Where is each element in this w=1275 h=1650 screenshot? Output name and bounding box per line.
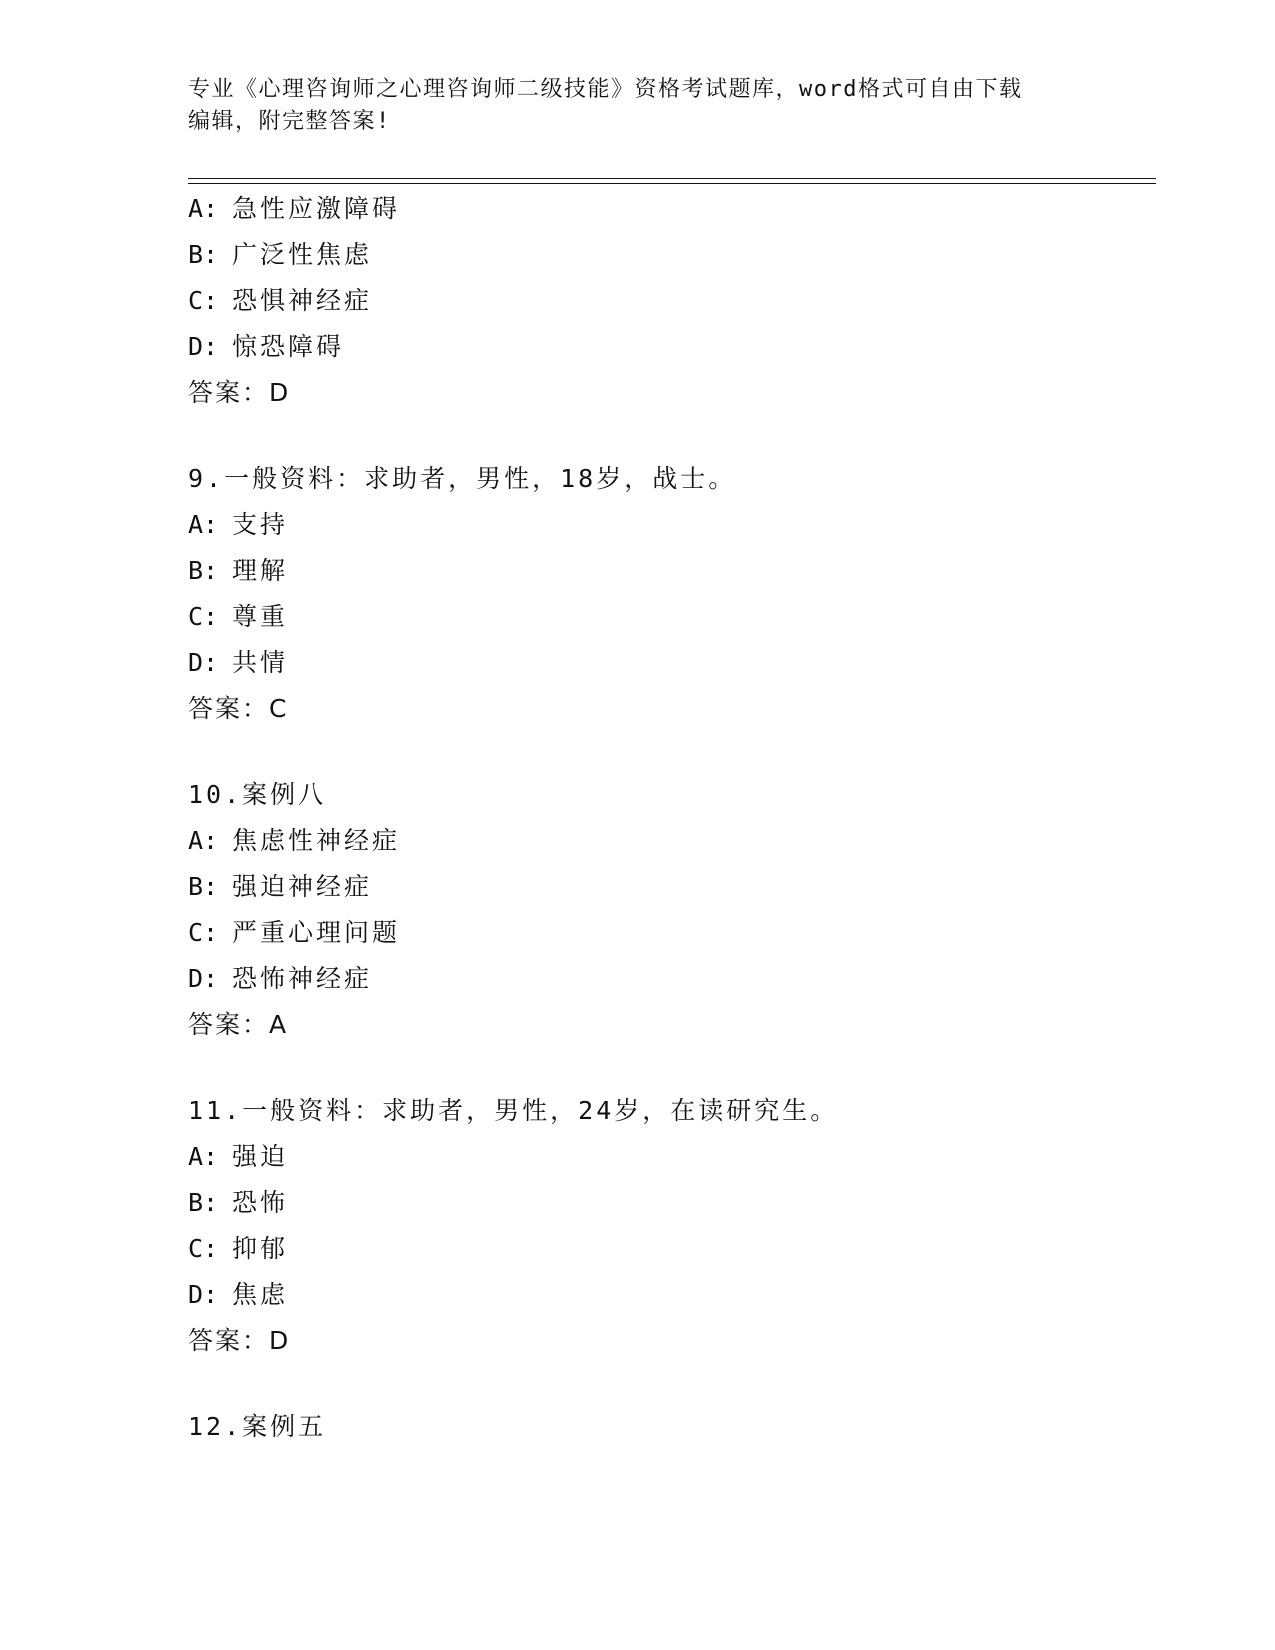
option-c [188, 594, 1156, 640]
option-text: 强迫神经症 [232, 872, 373, 901]
option-d [188, 640, 1156, 686]
option-letter: C: [188, 1234, 219, 1263]
question-stem: 10.案例八 [188, 780, 327, 809]
option-text: 支持 [232, 510, 289, 539]
answer-line: 答案：D [188, 378, 291, 407]
header-line-1: 专业《心理咨询师之心理咨询师二级技能》资格考试题库，word格式可自由下载 [188, 77, 1023, 102]
option-c [188, 278, 1156, 324]
question-block [188, 456, 1156, 732]
option-letter: B: [188, 872, 219, 901]
option-text: 恐怖神经症 [232, 964, 373, 993]
option-text: 急性应激障碍 [232, 194, 401, 223]
question-block [188, 186, 1156, 416]
option-text: 焦虑性神经症 [232, 826, 401, 855]
header-divider-top [188, 178, 1156, 179]
option-a [188, 1134, 1156, 1180]
option-letter: A: [188, 510, 219, 539]
answer-line: 答案：D [188, 1326, 291, 1355]
option-text: 强迫 [232, 1142, 289, 1171]
question-block [188, 1404, 1156, 1450]
option-letter: A: [188, 1142, 219, 1171]
question-block [188, 1088, 1156, 1364]
document-header [188, 74, 1088, 138]
option-text: 共情 [232, 648, 289, 677]
option-d [188, 956, 1156, 1002]
question-stem: 11.一般资料：求助者，男性，24岁，在读研究生。 [188, 1096, 839, 1125]
option-c [188, 1226, 1156, 1272]
answer-line: 答案：C [188, 694, 289, 723]
option-letter: A: [188, 826, 219, 855]
option-letter: C: [188, 286, 219, 315]
option-c [188, 910, 1156, 956]
option-a [188, 818, 1156, 864]
option-letter: D: [188, 964, 219, 993]
option-text: 恐怖 [232, 1188, 289, 1217]
option-b [188, 1180, 1156, 1226]
option-d [188, 1272, 1156, 1318]
option-text: 恐惧神经症 [232, 286, 373, 315]
option-a [188, 502, 1156, 548]
option-letter: D: [188, 648, 219, 677]
option-text: 尊重 [232, 602, 289, 631]
option-text: 惊恐障碍 [232, 332, 345, 361]
answer-line: 答案：A [188, 1010, 289, 1039]
option-text: 广泛性焦虑 [232, 240, 373, 269]
option-letter: C: [188, 602, 219, 631]
question-stem: 9.一般资料：求助者，男性，18岁，战士。 [188, 464, 737, 493]
option-text: 抑郁 [232, 1234, 289, 1263]
option-letter: B: [188, 1188, 219, 1217]
question-list [188, 186, 1156, 1450]
option-text: 理解 [232, 556, 289, 585]
option-b [188, 864, 1156, 910]
header-divider-bottom [188, 183, 1156, 184]
option-d [188, 324, 1156, 370]
option-letter: B: [188, 240, 219, 269]
option-b [188, 548, 1156, 594]
option-text: 焦虑 [232, 1280, 289, 1309]
option-a [188, 186, 1156, 232]
option-b [188, 232, 1156, 278]
option-text: 严重心理问题 [232, 918, 401, 947]
question-stem: 12.案例五 [188, 1412, 327, 1441]
option-letter: B: [188, 556, 219, 585]
option-letter: D: [188, 332, 219, 361]
option-letter: C: [188, 918, 219, 947]
option-letter: A: [188, 194, 219, 223]
option-letter: D: [188, 1280, 219, 1309]
question-block [188, 772, 1156, 1048]
header-line-2: 编辑，附完整答案! [188, 109, 391, 134]
